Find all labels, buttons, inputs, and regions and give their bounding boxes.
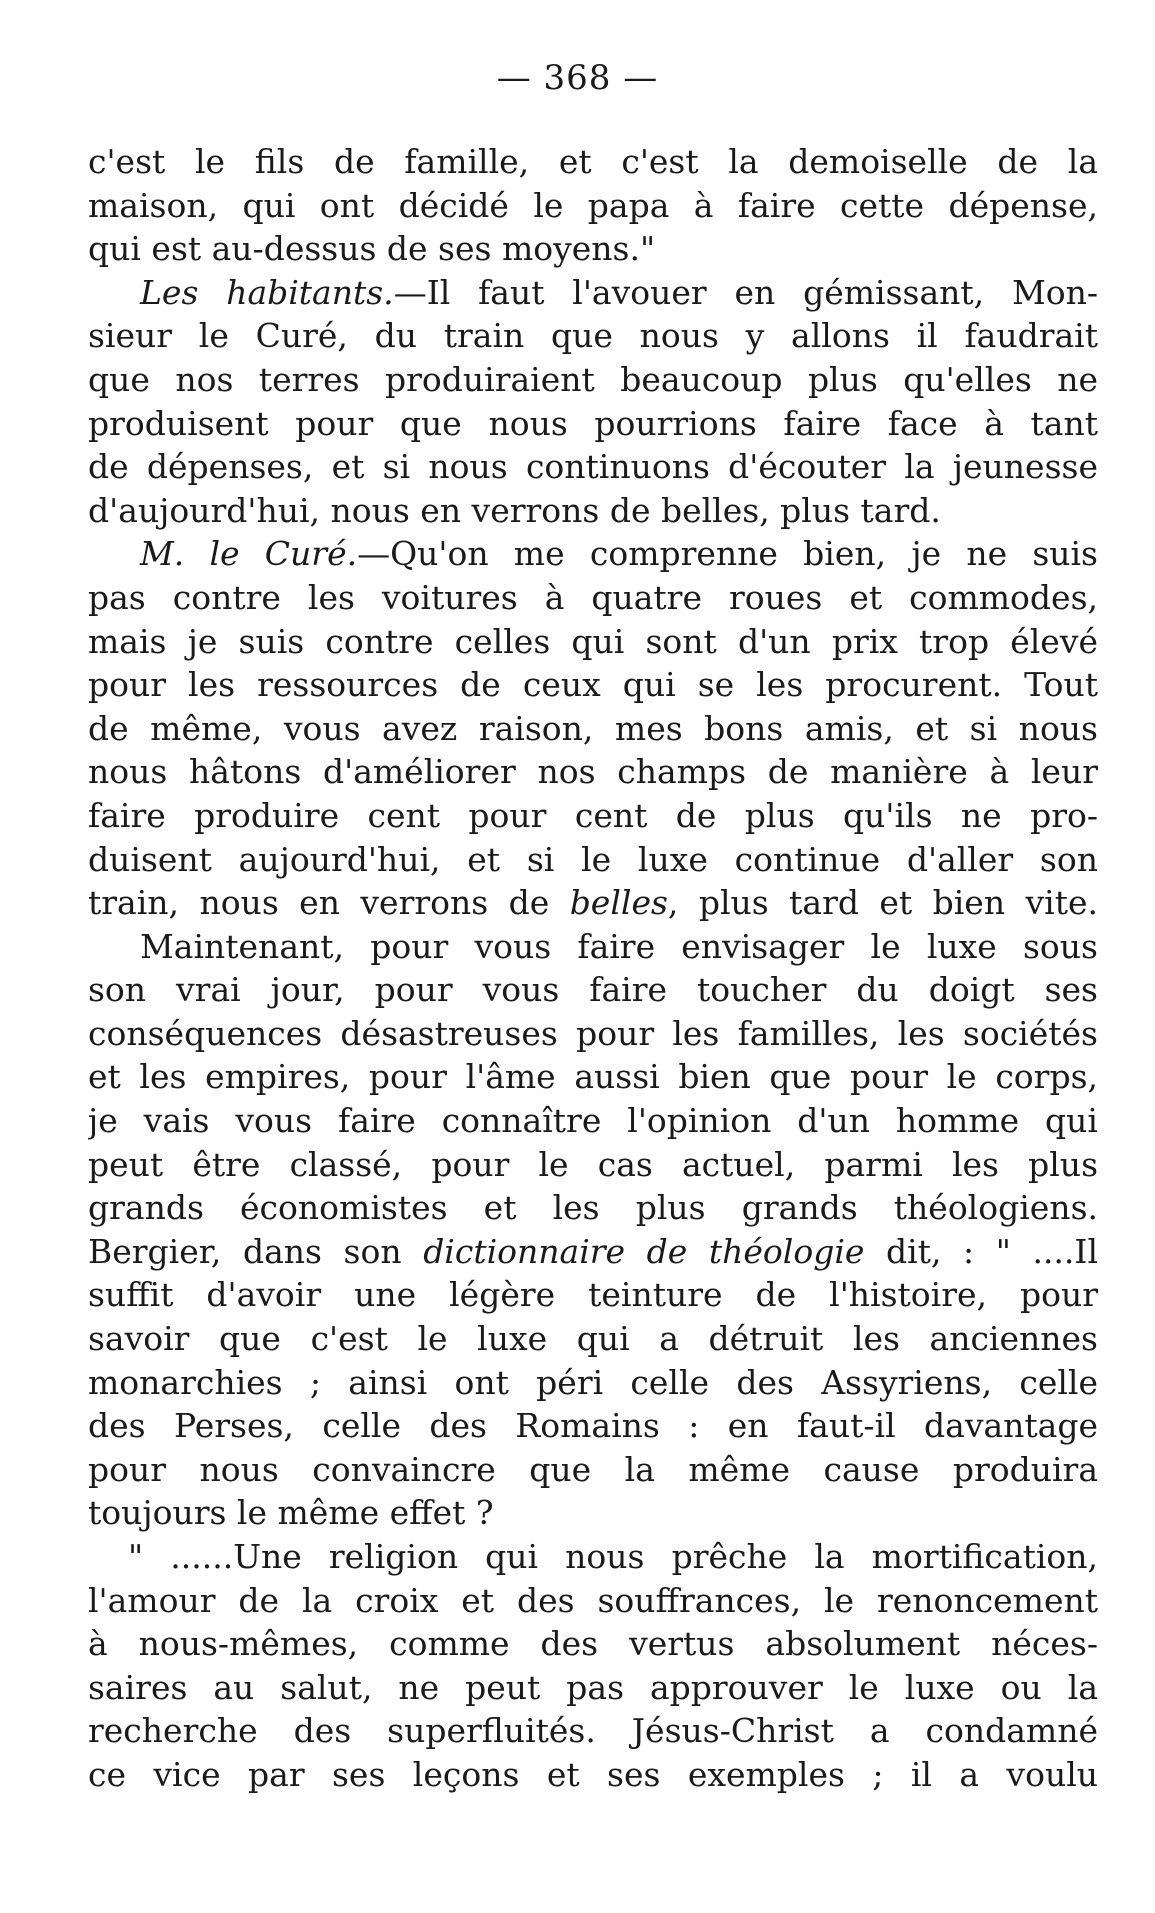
text-line: duisent aujourd'hui, et si le luxe continue d'aller son — [88, 839, 1098, 879]
text-line: maison, qui ont décidé le papa à faire cette dépense, — [88, 185, 1098, 225]
text-line: toujours le même effet ? — [88, 1493, 494, 1533]
text-line: pas contre les voitures à quatre roues et commodes, — [88, 577, 1098, 617]
italic-phrase: M. le Curé. — [140, 534, 358, 574]
text-line: Les habitants.—Il faut l'avouer en gémissant, Mon- — [140, 272, 1098, 312]
text-line: recherche des superfluités. Jésus-Christ a condamné — [88, 1711, 1098, 1751]
text-line: peut être classé, pour le cas actuel, parmi les plus — [88, 1144, 1098, 1184]
page-number: — 368 — — [496, 58, 659, 98]
text-line: d'aujourd'hui, nous en verrons de belles, plus tard. — [88, 490, 941, 530]
text-line: c'est le fils de famille, et c'est la demoiselle de la — [88, 142, 1098, 181]
text-line: produisent pour que nous pourrions faire face à tant — [88, 403, 1098, 443]
text-line: faire produire cent pour cent de plus qu'ils ne pro- — [88, 795, 1098, 835]
text-line: train, nous en verrons de belles, plus tard et bien vite. — [88, 883, 1098, 923]
text-line: ce vice par ses leçons et ses exemples ; il a voulu — [88, 1754, 1098, 1794]
text-line: suffit d'avoir une légère teinture de l'histoire, pour — [88, 1275, 1098, 1315]
text-line: nous hâtons d'améliorer nos champs de manière à leur — [88, 752, 1098, 792]
italic-phrase: belles — [569, 883, 668, 923]
text-line: M. le Curé.—Qu'on me comprenne bien, je ne suis — [140, 534, 1098, 574]
text-line: monarchies ; ainsi ont péri celle des Assyriens, celle — [88, 1362, 1098, 1402]
text-line: que nos terres produiraient beaucoup plus qu'elles ne — [88, 359, 1098, 399]
text-line: à nous-mêmes, comme des vertus absolument néces- — [88, 1624, 1098, 1664]
text-line: je vais vous faire connaître l'opinion d'un homme qui — [88, 1101, 1098, 1141]
text-line: sieur le Curé, du train que nous y allons il faudrait — [88, 316, 1098, 356]
text-line: des Perses, celle des Romains : en faut-il davantage — [88, 1406, 1098, 1446]
text-line: pour les ressources de ceux qui se les procurent. Tout — [88, 665, 1098, 705]
text-line: saires au salut, ne peut pas approuver le luxe ou la — [88, 1667, 1098, 1707]
text-line: de même, vous avez raison, mes bons amis, et si nous — [88, 708, 1098, 748]
text-line: grands économistes et les plus grands théologiens. — [88, 1188, 1098, 1228]
text-line: son vrai jour, pour vous faire toucher du doigt ses — [88, 970, 1098, 1010]
italic-phrase: Les habitants. — [140, 272, 394, 312]
text-line: Bergier, dans son dictionnaire de théologie dit, : " ....Il — [88, 1231, 1098, 1271]
text-line: qui est au-dessus de ses moyens." — [88, 229, 656, 269]
text-line: Maintenant, pour vous faire envisager le luxe sous — [140, 926, 1098, 966]
text-line: conséquences désastreuses pour les familles, les sociétés — [88, 1013, 1098, 1053]
text-line: savoir que c'est le luxe qui a détruit les anciennes — [88, 1319, 1098, 1359]
italic-phrase: dictionnaire de théologie — [423, 1231, 865, 1271]
text-line: mais je suis contre celles qui sont d'un prix trop élevé — [88, 621, 1098, 661]
text-line: l'amour de la croix et des souffrances, le renoncement — [88, 1580, 1098, 1620]
text-line: de dépenses, et si nous continuons d'écouter la jeunesse — [88, 447, 1098, 487]
text-line: et les empires, pour l'âme aussi bien que pour le corps, — [88, 1057, 1098, 1097]
body-text — [88, 140, 1098, 1797]
text-line: pour nous convaincre que la même cause produira — [88, 1449, 1098, 1489]
text-line: " ......Une religion qui nous prêche la mortification, — [128, 1537, 1098, 1576]
